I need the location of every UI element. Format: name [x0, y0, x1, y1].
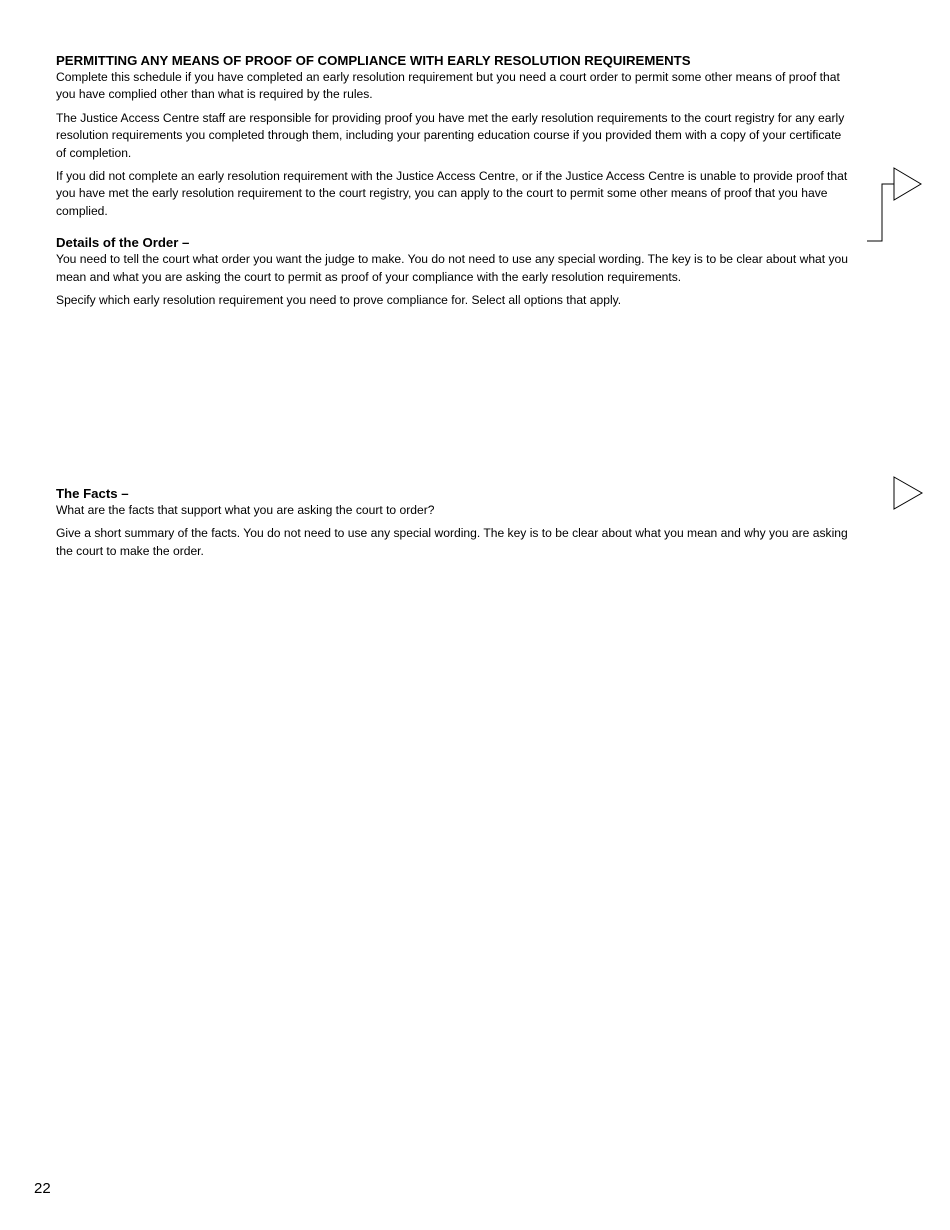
- arrow-icon: [892, 475, 924, 511]
- page-number: 22: [34, 1180, 51, 1197]
- main-content: [56, 52, 852, 315]
- intro-paragraph-3: If you did not complete an early resolution requirement with the Justice Access Centre, or if the Justice Access Centre is unable to provide proof that you have met the early resolution requirement to the court registry, you can apply to the court to permit some other means of proof that you have complied.: [56, 169, 848, 218]
- page-title: PERMITTING ANY MEANS OF PROOF OF COMPLIANCE WITH EARLY RESOLUTION REQUIREMENTS: [56, 53, 691, 68]
- facts-section: [56, 485, 852, 566]
- intro-paragraph-2: The Justice Access Centre staff are responsible for providing proof you have met the early resolution requirements to the court registry for any early resolution requirements you completed through them, including your parenting education course if you provided them with a copy of your certificate of completion.: [56, 110, 845, 160]
- facts-section-heading: The Facts –: [56, 486, 129, 501]
- arrow-flag-icon: [866, 166, 924, 244]
- facts-paragraph-1: What are the facts that support what you are asking the court to order?: [56, 503, 435, 517]
- intro-paragraph-1: Complete this schedule if you have completed an early resolution requirement but you need a court order to permit some other means of proof that you have complied other than what is required by the rules.: [56, 70, 840, 102]
- order-paragraph-2: Specify which early resolution requirement you need to prove compliance for. Select all options that apply.: [56, 293, 622, 308]
- order-section-heading: Details of the Order –: [56, 235, 190, 251]
- order-section: [56, 234, 852, 309]
- facts-paragraph-2: Give a short summary of the facts. You do not need to use any special wording. The key is to be clear about what you mean and why you are asking the court to make the order.: [56, 526, 848, 558]
- order-paragraph-1: You need to tell the court what order you want the judge to make. You do not need to use any special wording. The key is to be clear about what you mean and what you are asking the court to permit as proof of your compliance with the early resolution requirements.: [56, 252, 848, 284]
